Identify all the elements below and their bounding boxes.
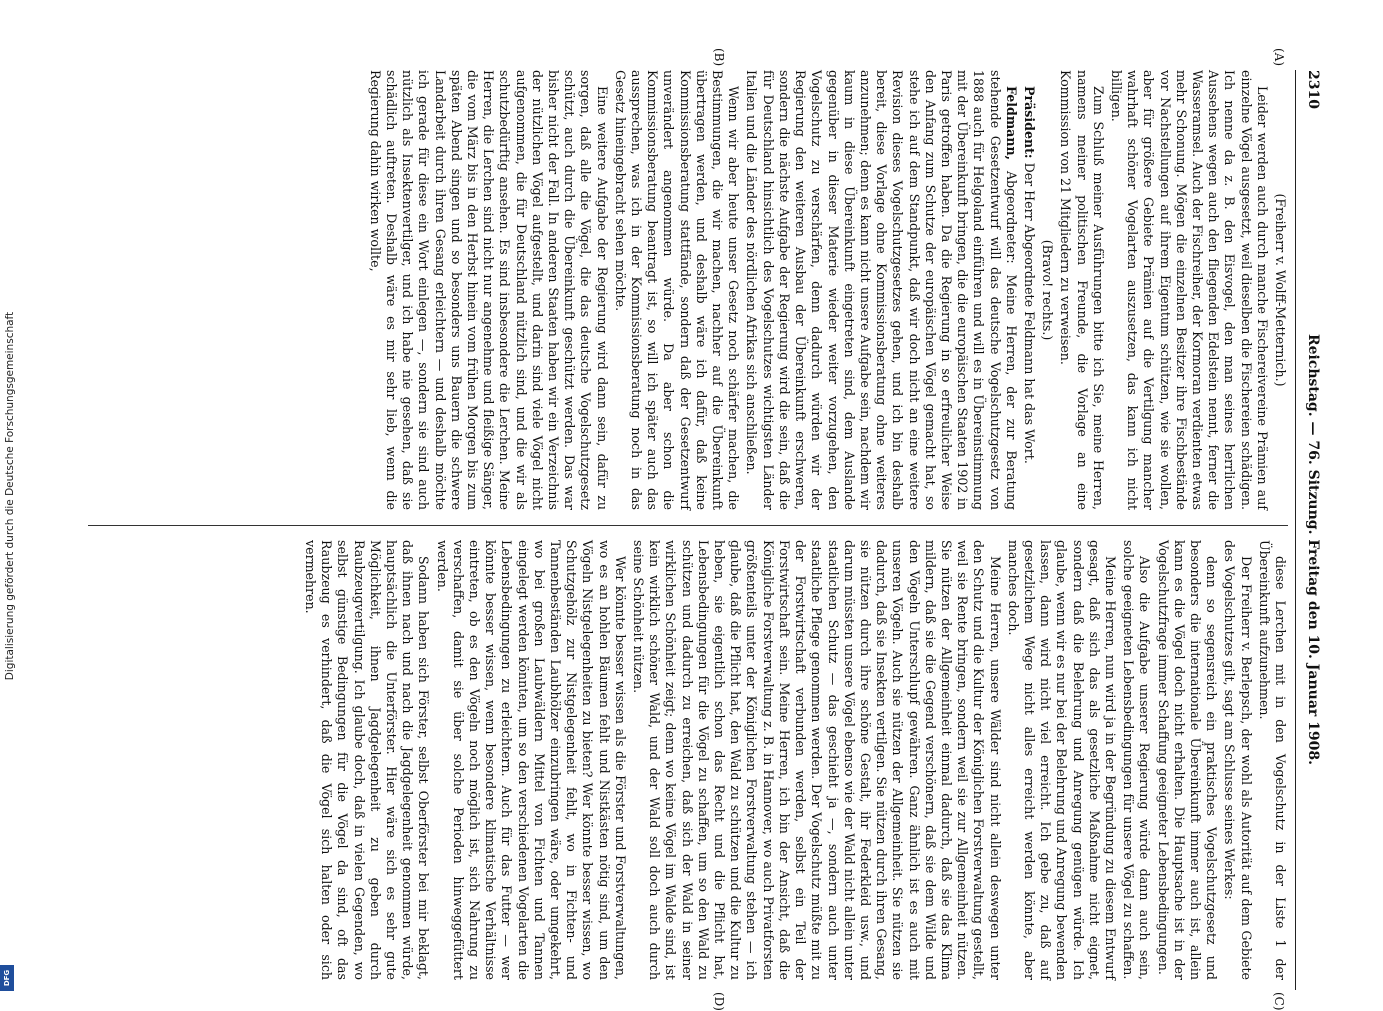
paragraph	[1221, 540, 1253, 980]
paragraph	[1120, 540, 1152, 980]
paragraph-text: Also die Aufgabe unserer Regierung würde dann auch sein, solche geeigneten Lebensbedingungen für unsere Vögel zu schaffen.	[1121, 540, 1153, 980]
paragraph	[1039, 70, 1055, 510]
paragraph	[1272, 70, 1288, 510]
paragraph-text: denn so segensreich ein praktisches Vogelschutzgesetz und besonders die internationale Übereinkunft immer auch ist, allein kann es die Vögel doch nicht erhalten. Die Hauptsache ist in der Vogelschutzfrage immer Schaffung geeigneter Lebensbedingungen.	[1155, 540, 1220, 980]
paragraph	[1005, 540, 1118, 980]
header-rule	[1295, 70, 1296, 990]
marker-c: (C)	[1272, 992, 1286, 1011]
page-number: 2310	[1305, 70, 1321, 109]
column-divider	[88, 525, 1288, 526]
paragraph-text: (Freiherr v. Wolff-Metternich.)	[1273, 193, 1288, 387]
right-column	[300, 540, 1288, 980]
page-title: Reichstag. — 76. Sitzung. Freitag den 10. Januar 1908.	[1305, 333, 1321, 766]
paragraph-text: Der Herr Abgeordnete Feldmann hat das Wort.	[1021, 162, 1037, 464]
digitization-note	[0, 0, 14, 1000]
paragraph-text: Meine Herren, unsere Wälder sind nicht allein deswegen unter den Schutz und die Kultur der Königlichen Forstverwaltung gestellt, weil sie Rente bringen, sondern weil sie zur Allgemeinheit nützen. Sie nützen der Allgemeinheit einmal dadurch, daß sie das Klima mildern, daß sie die Gegend verschönern, daß sie dem Wilde und den Vögeln Unterschlupf gewähren. Ganz ähnlich ist es auch mit unseren Vögeln. Auch sie nützen der Allgemeinheit. Sie nützen sie dadurch, daß sie Insekten vertilgen. Sie nützen durch ihren Gesang, sie nützen durch ihre schöne Gestalt, ihr Federkleid usw., und darum müssten unsere Vögel ebenso wie der Wald nicht allein unter staatlichen Schutz — das geschieht ja —, sondern auch unter staatliche Pflege genommen werden. Der Vogelschutz müßte mit zu der Forstwirtschaft verbunden werden, selbst ein Teil der Forstwirtschaft sein. Meine Herren, ich bin der Ansicht, daß die Königliche Forstverwaltung z. B. in Hannover, wo auch Privatforsten größtenteils unter der Königlichen Forstverwaltung stehen — ich glaube, daß die Pflicht hat, den Wald zu schützen und die Kultur zu heben, sie eigentlich schon das Recht und die Pflicht hat, Lebensbedingungen für die Vögel zu schaffen, um so den Wald zu schützen und dadurch zu erreichen, daß sich der Wald in seiner wirklichen Schönheit zeigt; denn wo keine Vögel im Walde sind, ist kein wirklich schöner Wald, und der Wald soll doch auch durch seine Schönheit nützen.	[631, 540, 1003, 980]
paragraph-text: Wenn wir aber heute unser Gesetz noch schärfer machen, die Bestimmungen, die wir machen, nachher auf die Übereinkunft übertragen werden, und deshalb wäre ich dafür, daß keine Kommissionsberatung stattfände, sondern daß der Gesetzentwurf unverändert angenommen würde. Da aber schon die Kommissionsberatung beantragt ist, so will ich später auch das aussprechen, was ich in der Kommissionsberatung noch in das Gesetz hineingebracht sehen möchte.	[612, 70, 742, 510]
paragraph	[433, 540, 627, 980]
paragraph	[367, 70, 610, 510]
rotated-page	[86, 48, 1326, 1011]
paragraph-text: Abgeordneter: Meine Herren, der zur Beratung stehende Gesetzentwurf will das deutsche Vogelschutzgesetz von 1888 auch für Helgoland einführen und will es in Übereinstimmung mit der Übereinkunft bringen, die die europäischen Staaten 1902 in Paris getroffen haben. Da die Regierung in so erfreulicher Weise den Anfang zum Schutze der europäischen Vögel gemacht hat, so stehe ich auf dem Standpunkt, daß wir doch nicht an eine weitere Revision dieses Vogelschutzgesetzes gehen, und ich bin deshalb bereit, diese Vorlage ohne Kommissionsberatung ohne weiteres anzunehmen; denn es kann nicht unsere Aufgabe sein, nachdem wir kaum in diese Übereinkunft eingetreten sind, dem Auslande gegenüber in dieser Materie wieder weiter vorzugehen, den Vogelschutz zu verschärfen, denn dadurch würden wir der Regierung den weiteren Ausbau der Übereinkunft erschweren, sondern die nächste Aufgabe der Regierung wird die sein, daß die für Deutschland hinsichtlich des Vogelschutzes wichtigsten Länder Italien und die Länder des nördlichen Afrikas sich anschließen.	[744, 70, 1019, 510]
paragraph	[1154, 540, 1219, 980]
paragraph-text: Meine Herren, nun wird ja in der Begründung zu diesem Entwurf gesagt, daß sich das als gesetzliche Maßnahme nicht eignet, sondern daß die Belehrung und Anregung genügen würde. Ich glaube, wenn wir es nur bei der Belehrung und Anregung bewenden lassen, dann wird nicht viel erreicht. Ich gebe zu, daß auf gesetzlichem Wege nicht alles erreicht werden könnte, aber manches doch.	[1005, 540, 1118, 980]
paragraph-text: Sodann haben sich Förster, selbst Oberförster bei mir beklagt, daß ihnen nach und nach die Jagdgelegenheit genommen würde, hauptsächlich die Unterförster. Hier wäre sich es sehr gute Möglichkeit, ihnen Jagdgelegenheit zu geben durch Raubzeugvertilgung. Ich glaube doch, daß in vielen Gegenden, wo selbst günstige Bedingungen für die Vögel da sind, oft das Raubzeug es verhindert, daß die Vögel sich halten oder sich vermehren.	[303, 540, 432, 980]
digitization-text: Digitalisierung gefördert durch die Deutsche Forschungsgemeinschaft	[4, 311, 16, 681]
speaker-name: Feldmann,	[1003, 86, 1019, 161]
paragraph-text: Zum Schluß meiner Ausführungen bitte ich Sie, meine Herren, namens meiner politischen Freunde, die Vorlage an eine Kommission von 21 Mitgliedern zu verweisen.	[1058, 70, 1106, 510]
paragraph	[743, 70, 1018, 510]
left-column	[365, 70, 1288, 510]
marker-d: (D)	[712, 992, 726, 1011]
paragraph-text: Wer könnte besser wissen als die Förster und Forstverwaltungen, wo es an hohlen Bäumen fehlt und Nistkästen nötig sind, um den Vögeln Nistgelegenheiten zu bieten? Wer könnte besser wissen, wo Schutzgehölz zur Nistgelegenheit fehlt, wo in Fichten- und Tannenbeständen Laubhölzer einzubringen wäre, oder umgekehrt, wo bei großen Laubwäldern Mittel von Fichten und Tannen eingelegt werden könnten, um so den verschiedenen Vogelarten die Lebensbedingungen zu erleichtern. Auch für das Futter — wer könnte besser wissen, wenn besondere klimatische Verhältnisse eintreten, ob es den Vögeln noch möglich ist, sich Nahrung zu verschaffen, damit sie über solche Perioden hinweggefüttert werden.	[434, 540, 628, 980]
paragraph	[1021, 70, 1037, 510]
marker-b: (B)	[712, 48, 726, 67]
speaker-name: Präsident:	[1021, 86, 1037, 159]
paragraph	[302, 540, 432, 980]
paragraph	[1108, 70, 1270, 510]
paragraph-text: Eine weitere Aufgabe der Regierung wird dann sein, dafür zu sorgen, daß alle die Vögel, die das deutsche Vogelschutzgesetz schützt, auch durch die Übereinkunft geschützt werden. Das war bisher nicht der Fall. In anderen Staaten haben wir ein Verzeichnis der nützlichen Vögel aufgestellt, und darin sind viele Vögel nicht aufgenommen, die für Deutschland nützlich sind, und die wir als schutzbedürftig ansehen. Es sind insbesondere die Lerchen. Meine Herren, die Lerchen sind nicht nur angenehme und fleißige Sänger, die vom März bis in den Herbst hinein vom frühen Morgen bis zum späten Abend singen und so besonders uns Bauern die schwere Landarbeit durch ihren Gesang erleichtern — und deshalb möchte ich gerade für diese ein Wort einlegen —, sondern sie sind auch nützlich als Insektenvertilger, und ich habe nie gesehen, daß sie schädlich auftreten. Deshalb wäre es mir sehr lieb, wenn die Regierung dahin wirken wollte,	[367, 70, 610, 510]
paragraph	[612, 70, 742, 510]
paragraph	[630, 540, 1003, 980]
paragraph	[1256, 540, 1288, 980]
paragraph-text: (Bravo! rechts.)	[1040, 239, 1056, 341]
paragraph-text: diese Lerchen mit in den Vogelschutz in der Liste 1 der Übereinkunft aufzunehmen.	[1256, 540, 1288, 980]
paragraph-text: Der Freiherr v. Berlepsch, der wohl als Autorität auf dem Gebiete des Vogelschutzes gilt, sagt am Schlusse seines Werkes:	[1222, 540, 1254, 980]
page-header	[1300, 70, 1326, 990]
marker-a: (A)	[1272, 48, 1286, 67]
dfg-logo: DFG	[0, 965, 14, 991]
paragraph	[1057, 70, 1106, 510]
paragraph-text: Leider werden auch durch manche Fischereivereine Prämien auf einzelne Vögel ausgesetzt, weil dieselben die Fischereien schädigen. Ich nenne da z. B. den Eisvogel, den man seines herrlichen Aussehens wegen auch den fliegenden Edelstein nennt, ferner die Wasseramsel. Auch der Fischreiher, der Kormoran verdienten etwas mehr Schonung. Mögen die einzelnen Besitzer ihre Fischbestände vor Nachstellungen auf ihrem Eigentum schützen, wie sie wollen, aber für größere Gebiete Prämien auf die Vertilgung mancher wahrhaft schöner Vogelarten auszusetzen, das kann ich nicht billigen.	[1108, 70, 1270, 510]
